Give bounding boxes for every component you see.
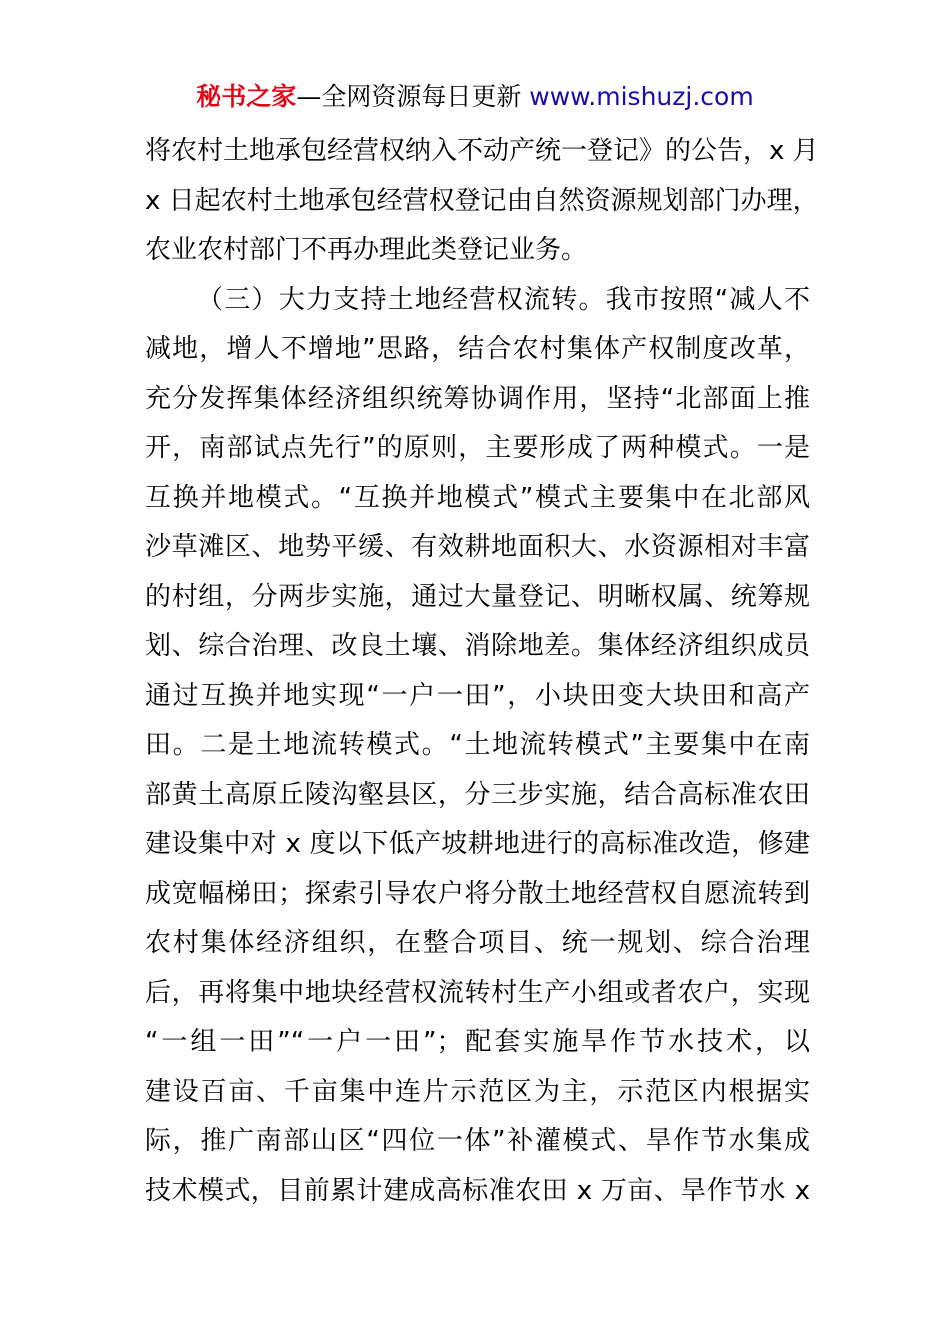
text-line: 后，再将集中地块经营权流转村生产小组或者农户，实现 (145, 977, 810, 1008)
paragraph-first-line: （三）大力支持土地经营权流转。我市按照“减人不 (197, 284, 810, 315)
text-line: 划、综合治理、改良土壤、消除地差。集体经济组织成员 (145, 631, 810, 661)
text-line: 充分发挥集体经济组织统筹协调作用，坚持“北部面上推 (145, 383, 810, 414)
text-line: 开，南部试点先行”的原则，主要形成了两种模式。一是 (145, 433, 810, 463)
text-line: 际，推广南部山区“四位一体”补灌模式、旱作节水集成 (145, 1126, 810, 1156)
site-tagline: —全网资源每日更新 (296, 82, 530, 111)
site-url-link[interactable]: www.mishuzj.com (529, 82, 754, 111)
text-line: 沙草滩区、地势平缓、有效耕地面积大、水资源相对丰富 (145, 532, 810, 562)
text-line: 技术模式，目前累计建成高标准农田 x 万亩、旱作节水 x (145, 1175, 810, 1206)
text-line: 部黄土高原丘陵沟壑县区，分三步实施，结合高标准农田 (145, 779, 810, 810)
text-line: 建设百亩、千亩集中连片示范区为主，示范区内根据实 (145, 1076, 810, 1107)
document-body (145, 127, 819, 1216)
site-header (0, 80, 950, 114)
text-line: 建设集中对 x 度以下低产坡耕地进行的高标准改造，修建 (145, 829, 810, 859)
text-line: 田。二是土地流转模式。“土地流转模式”主要集中在南 (145, 730, 810, 760)
text-line: 农村集体经济组织，在整合项目、统一规划、综合治理 (145, 928, 810, 958)
text-line: 通过互换并地实现“一户一田”，小块田变大块田和高产 (145, 680, 810, 711)
site-brand: 秘书之家 (196, 82, 297, 111)
text-line: 减地，增人不增地”思路，结合农村集体产权制度改革， (145, 334, 810, 364)
text-line: “一组一田”“一户一田”；配套实施旱作节水技术，以 (145, 1027, 810, 1057)
text-line: 农业农村部门不再办理此类登记业务。 (145, 235, 588, 265)
text-line: 将农村土地承包经营权纳入不动产统一登记》的公告，x 月 (145, 136, 819, 166)
text-line: 互换并地模式。“互换并地模式”模式主要集中在北部风 (145, 482, 810, 513)
text-line: x 日起农村土地承包经营权登记由自然资源规划部门办理， (145, 185, 819, 216)
text-line: 的村组，分两步实施，通过大量登记、明晰权属、统筹规 (145, 581, 810, 612)
text-line: 成宽幅梯田；探索引导农户将分散土地经营权自愿流转到 (145, 878, 810, 909)
